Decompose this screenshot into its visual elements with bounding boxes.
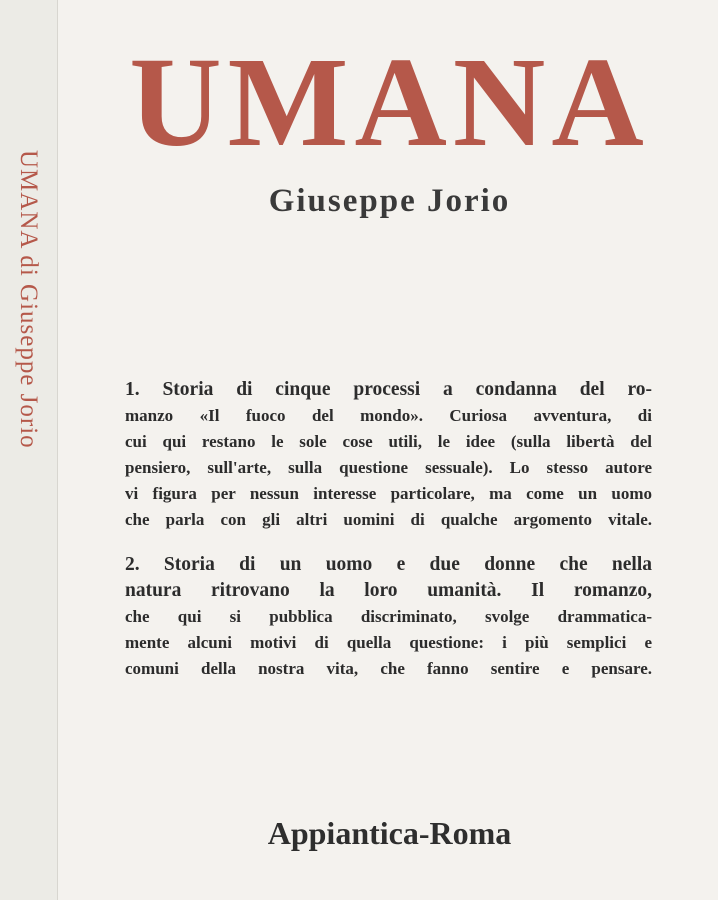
description-paragraph-1 [125,377,652,533]
description-paragraph-2 [125,552,652,682]
book-spine [0,0,58,900]
text-line: mente alcuni motivi di quella questione: i più semplici e [125,633,652,652]
text-line: manzo «Il fuoco del mondo». Curiosa avventura, di [125,406,652,425]
author-name: Giuseppe Jorio [268,183,511,219]
publisher-name: Appiantica-Roma [267,815,512,851]
text-line: 1. Storia di cinque processi a condanna del ro- [125,379,652,400]
book-title: UMANA [129,31,650,173]
text-line: che qui si pubblica discriminato, svolge drammatica- [125,607,652,626]
text-line: natura ritrovano la loro umanità. Il romanzo, [125,580,652,601]
text-line: 2. Storia di un uomo e due donne che nella [125,554,652,575]
text-line: comuni della nostra vita, che fanno sentire e pensare. [125,659,652,678]
text-line: che parla con gli altri uomini di qualche argomento vitale. [125,510,652,529]
spine-title: UMANA di Giuseppe Jorio [15,150,42,449]
text-line: cui qui restano le sole cose utili, le idee (sulla libertà del [125,432,652,451]
text-line: vi figura per nessun interesse particolare, ma come un uomo [125,484,652,503]
text-line: pensiero, sull'arte, sulla questione sessuale). Lo stesso autore [125,458,652,477]
